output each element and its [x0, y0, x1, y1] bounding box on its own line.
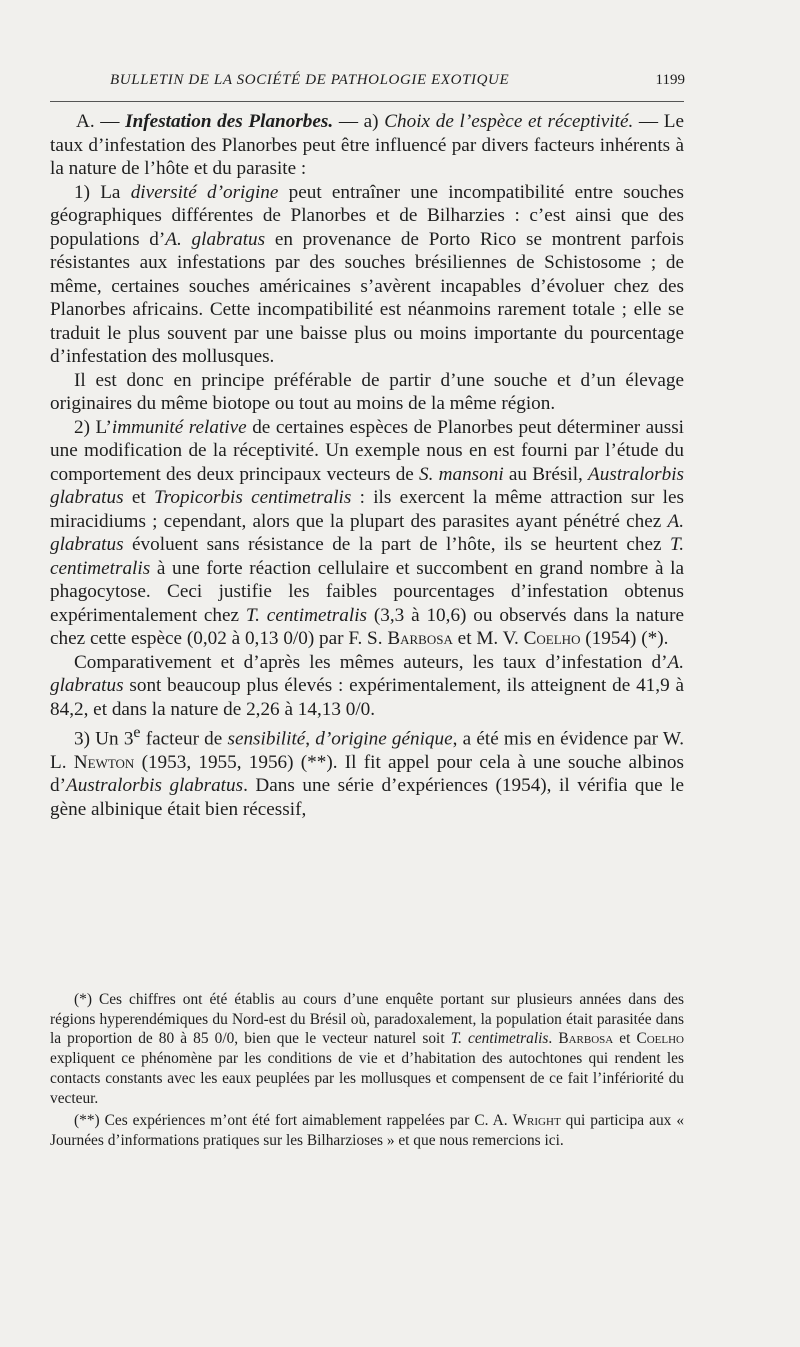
author-name: Coelho [636, 1030, 684, 1048]
text-run: . [548, 1030, 559, 1048]
species-name: T. centimetralis [245, 604, 367, 626]
superscript: e [133, 724, 141, 741]
species-name: T. centimetralis [450, 1030, 549, 1048]
text-run: facteur de [140, 728, 228, 750]
text-run: évoluent sans résistance de la part de l’hôte, ils se heurtent chez [123, 534, 670, 555]
species-name: S. mansoni [419, 463, 504, 485]
species-name: A. glabratus [165, 228, 266, 250]
text-run: en provenance de Porto Rico se montrent parfois résistantes aux infestations par des souches brésiliennes de Schistosome ; de même, certaines souches américaines s’avèrent incapables d’évoluer chez des Planorbes africains. Cette incompatibilité est néanmoins rarement totale ; elle se traduit le plus souvent par une baisse plus ou moins importante du pourcentage d’infestation des mollusques. [50, 228, 684, 367]
footnotes [50, 990, 684, 1151]
text-run: (**) Ces expériences m’ont été fort aimablement rappelées par C. A. [74, 1112, 513, 1130]
text-run: à une forte réaction cellulaire et succombent en grand nombre à la phagocytose. Ceci justifie les faibles pourcentages d’infestation obtenus expérimentalement chez [50, 557, 684, 626]
footnote-2 [50, 1111, 684, 1150]
term: sensibilité [227, 728, 306, 750]
species-name: Australorbis glabratus [65, 775, 244, 797]
text-run: qui participa aux « Journées d’informations pratiques sur les Bilharzioses » et que nous remercions ici. [50, 1112, 685, 1149]
subsection-heading: Choix de l’espèce et réceptivité. [384, 111, 634, 132]
paragraph-6 [50, 721, 684, 821]
text-run: . Dans une série d’expériences (1954), il vérifia que le gène albinique était bien récessif, [50, 775, 684, 820]
text-run: (3,3 à 10,6) ou observés dans la nature chez cette espèce (0,02 à 0,13 0/0) par F. S. [50, 604, 684, 649]
section-heading: Infestation des Planorbes. [125, 111, 334, 132]
paragraph-1 [50, 110, 684, 181]
author-name: Newton [73, 751, 135, 773]
main-text [50, 110, 684, 821]
text-run: et [613, 1030, 637, 1048]
page-number: 1199 [655, 72, 685, 88]
text-run: — Le taux d’infestation des Planorbes peut être influencé par divers facteurs inhérents à la nature de l’hôte et du parasite : [50, 111, 685, 179]
term: diversité d’origine [130, 181, 279, 203]
text-run: 3) Un 3 [74, 728, 134, 750]
species-name: A. glabratus [50, 651, 684, 696]
term: d’origine génique [315, 728, 453, 750]
section-label: A. — [76, 111, 126, 132]
subsection-label: — a) [333, 111, 385, 132]
text-run: (*) Ces chiffres ont été établis au cours d’une enquête portant sur plusieurs années dans des régions hyperendémiques du Nord-est du Brésil où, paradoxalement, la population était parasitée dans la proportion de 80 à 85 0/0, bien que le vecteur naturel soit [50, 991, 684, 1048]
author-name: Barbosa [558, 1030, 614, 1048]
text-run: (1954) (*). [580, 628, 669, 649]
text-run: et M. V. [452, 628, 524, 649]
running-header [110, 72, 685, 89]
text-run: sont beaucoup plus élevés : expérimentalement, ils atteignent de 41,9 à 84,2, et dans la nature de 2,26 à 14,13 0/0. [50, 675, 684, 720]
text-run: et [123, 487, 154, 508]
text-run: au Brésil, [503, 463, 589, 485]
author-name: Barbosa [387, 628, 453, 649]
paragraph-5 [50, 651, 684, 722]
author-name: Coelho [523, 628, 581, 649]
paragraph-2 [50, 181, 684, 369]
paragraph-3: Il est donc en principe préférable de partir d’une souche et d’un élevage originaires du même biotope ou tout au moins de la même région. [50, 369, 684, 414]
text-run: de certaines espèces de Planorbes peut déterminer aussi une modification de la réceptivité. Un exemple nous en est fourni par l’étude du comportement des deux principaux vecteurs de [50, 416, 684, 485]
species-name: T. centimetralis [50, 534, 684, 579]
text-run: (1953, 1955, 1956) (**). Il fit appel pour cela à une souche albinos d’ [50, 751, 684, 797]
author-name: Wright [512, 1112, 561, 1130]
text-run: , a été mis en évidence par W. L. [50, 728, 684, 773]
text-run: 1) La [74, 181, 131, 203]
text-run: Comparativement et d’après les mêmes auteurs, les taux d’infestation d’ [74, 651, 668, 673]
text-run: : ils exercent la même attraction sur les miracidiums ; cependant, alors que la plupart des parasites ayant pénétré chez [50, 487, 684, 532]
text-run: peut entraîner une incompatibilité entre souches géographiques différentes de Planorbes et de Bilharzies : c’est ainsi que des populations d’ [50, 181, 684, 250]
species-name: Tropicorbis centimetralis [154, 487, 352, 508]
footnote-1 [50, 990, 684, 1108]
species-name: Australorbis glabratus [50, 463, 684, 508]
text-run: , [305, 728, 316, 750]
species-name: A. glabratus [50, 510, 684, 555]
paragraph-4 [50, 416, 684, 651]
text-run: 2) L’ [74, 416, 112, 438]
journal-title: BULLETIN DE LA SOCIÉTÉ DE PATHOLOGIE EXOTIQUE [110, 72, 510, 88]
term: immunité relative [111, 416, 247, 438]
header-rule [50, 101, 684, 102]
text-run: expliquent ce phénomène par les conditions de vie et d’habitation des autochtones qui rendent les contacts constants avec les eaux peuplées par les mollusques et compensent de ce fait l’infériorité du vecteur. [50, 1050, 684, 1107]
